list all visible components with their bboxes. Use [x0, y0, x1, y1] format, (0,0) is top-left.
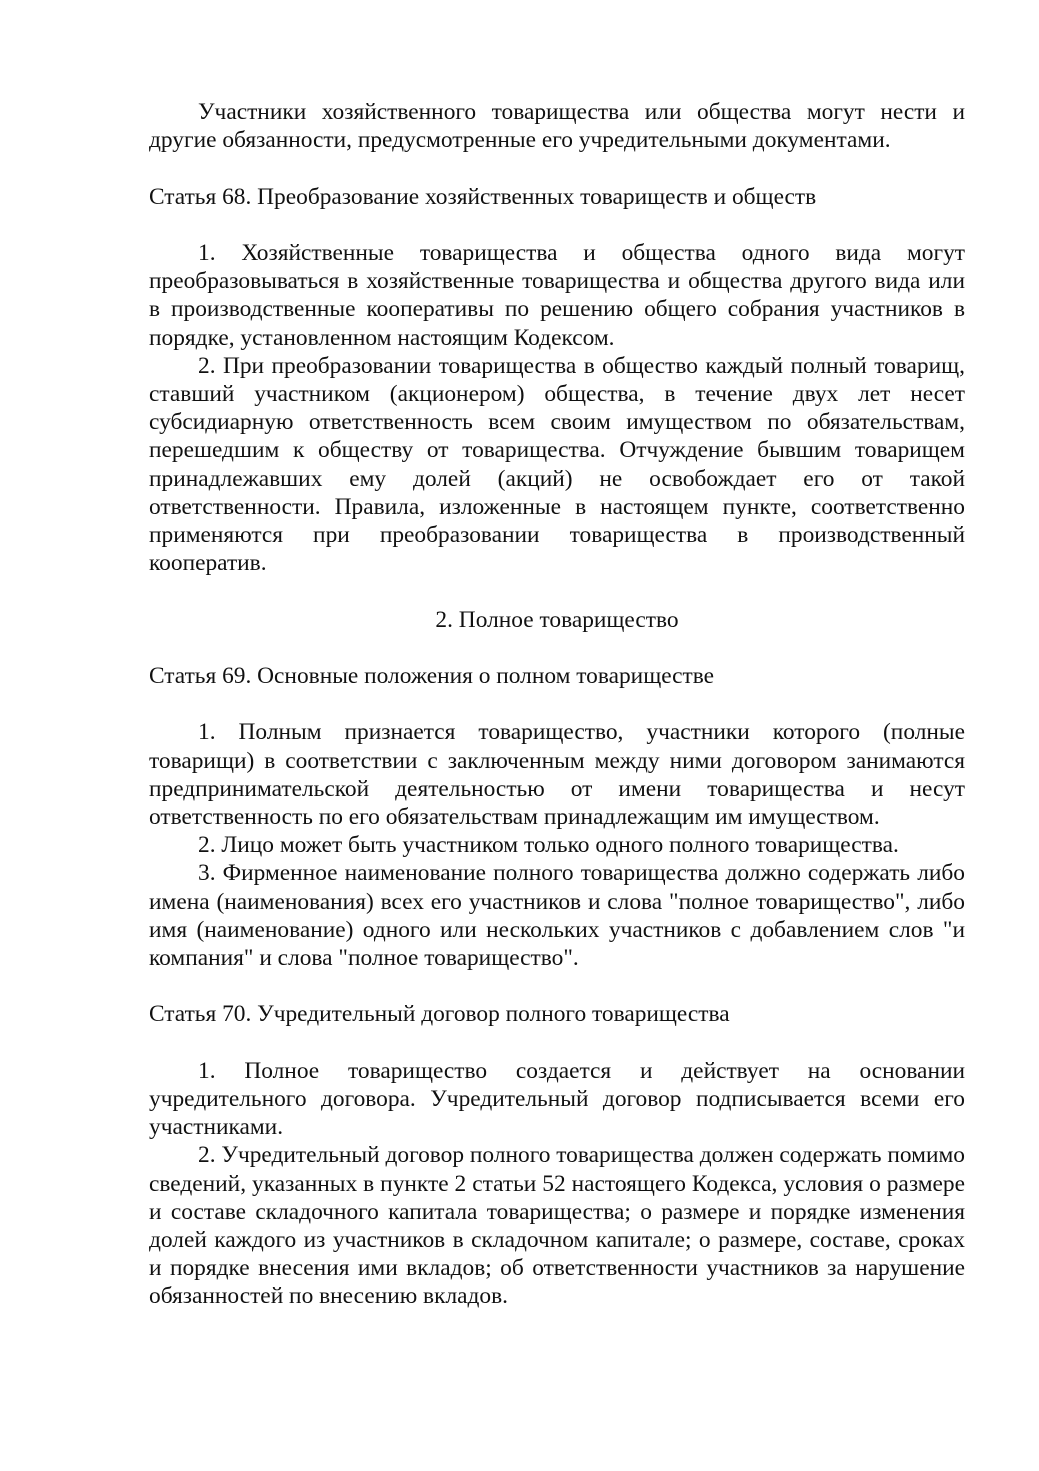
article-69-item-2: 2. Лицо может быть участником только одного полного товарищества. [198, 832, 899, 859]
article-70-heading: Статья 70. Учредительный договор полного товарищества [149, 1001, 730, 1028]
article-69-heading: Статья 69. Основные положения о полном товариществе [149, 663, 715, 689]
article-69-item-3: 3. Фирменное наименование полного товарищества должно содержать либо имена (наименования) всех его участников и слова "полное товарищество", либо имя (наименование) одного или нескольких участников с добавлением слов "и компания" и слова "полное товарищество". [149, 860, 965, 972]
spacer [149, 1029, 965, 1057]
article-70-item-2: 2. Учредительный договор полного товарищества должен содержать помимо сведений, указанных в пункте 2 статьи 52 настоящего Кодекса, условия о размере и составе складочного капитала товарищества; о размере и порядке изменения долей каждого из участников в складочном капитале; о размере, составе, сроках и порядке внесения ими вкладов; об ответственности участников за нарушение обязанностей по внесению вкладов. [149, 1142, 965, 1310]
article-68-item-1: 1. Хозяйственные товарищества и общества одного вида могут преобразовываться в хозяйственные товарищества и общества другого вида или в производственные кооперативы по решению общего собрания участников в порядке, установленном настоящим Кодексом. [149, 239, 965, 351]
paragraph-obligations: Участники хозяйственного товарищества или общества могут нести и другие обязанности, предусмотренные его учредительными документами. [149, 99, 965, 154]
spacer [149, 634, 965, 662]
spacer [149, 154, 965, 182]
article-70-item-1: 1. Полное товарищество создается и действует на основании учредительного договора. Учредительный договор подписывается всеми его участниками. [149, 1057, 965, 1141]
article-68-item-2: 2. При преобразовании товарищества в общество каждый полный товарищ, ставший участником (акционером) общества, в течение двух лет несет субсидиарную ответственность всем своим имуществом по обязательствам, перешедшим к обществу от товарищества. Отчуждение бывшим товарищем принадлежавших ему долей (акций) не освобождает его от такой ответственности. Правила, изложенные в настоящем пункте, соответственно применяются при преобразовании товарищества в производственный кооператив. [149, 352, 965, 577]
article-68-heading: Статья 68. Преобразование хозяйственных товариществ и обществ [149, 183, 817, 210]
spacer [149, 972, 965, 1000]
article-69-item-1: 1. Полным признается товарищество, участники которого (полные товарищи) в соответствии с заключенным между ними договором занимаются предпринимательской деятельностью от имени товарищества и несут ответственность по его обязательствам принадлежащим им имуществом. [149, 719, 965, 830]
spacer [149, 690, 965, 718]
spacer [149, 577, 965, 605]
spacer [149, 211, 965, 239]
section-2-heading: 2. Полное товарищество [435, 606, 679, 633]
